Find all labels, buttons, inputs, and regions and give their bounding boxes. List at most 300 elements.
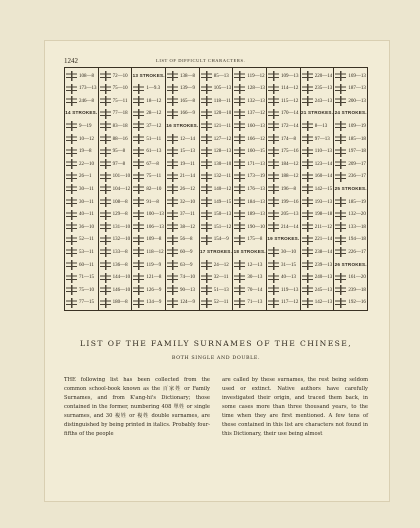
page-reference: 97—8 bbox=[112, 161, 126, 167]
page-reference: 83—18 bbox=[112, 123, 128, 129]
chinese-character-glyph bbox=[234, 71, 245, 81]
chinese-character-glyph bbox=[167, 159, 178, 169]
chinese-character-glyph bbox=[100, 197, 111, 207]
page-reference: 91—8 bbox=[146, 199, 159, 205]
chinese-character-glyph bbox=[167, 260, 178, 270]
page-reference: 63—9 bbox=[180, 262, 193, 268]
page-reference: 71—13 bbox=[247, 300, 263, 306]
page-reference: 173—13 bbox=[79, 86, 97, 92]
page-reference: 239—13 bbox=[314, 262, 333, 268]
page-reference: 150—13 bbox=[213, 212, 232, 218]
page-reference: 56—8 bbox=[180, 237, 193, 243]
page-reference: 77—18 bbox=[112, 111, 128, 117]
chinese-character-glyph bbox=[335, 222, 346, 232]
page-reference: 154—9 bbox=[213, 237, 229, 243]
page-reference: 97—13 bbox=[314, 136, 330, 142]
chinese-character-glyph bbox=[335, 147, 346, 157]
page-reference: 70—14 bbox=[247, 287, 263, 293]
page-reference: 166—12 bbox=[247, 136, 265, 142]
page-reference: 118—11 bbox=[213, 98, 231, 104]
chinese-character-glyph bbox=[302, 222, 313, 232]
chinese-character-glyph bbox=[167, 222, 178, 232]
page-reference: 149—15 bbox=[213, 199, 232, 205]
chinese-character-glyph bbox=[268, 210, 279, 220]
chinese-character-glyph bbox=[302, 96, 313, 106]
chinese-character-glyph bbox=[234, 121, 245, 131]
chinese-character-glyph bbox=[302, 273, 313, 283]
chinese-character-glyph bbox=[66, 71, 77, 81]
page-reference: 26—1 bbox=[79, 174, 92, 180]
page-reference: 109—8 bbox=[146, 237, 162, 243]
section-subtitle: BOTH SINGLE AND DOUBLE. bbox=[171, 356, 261, 361]
page-reference: 114—12 bbox=[281, 86, 299, 92]
page-reference: 19—8 bbox=[79, 149, 92, 155]
chinese-character-glyph bbox=[100, 247, 111, 257]
chinese-character-glyph bbox=[133, 159, 144, 169]
chinese-character-glyph bbox=[302, 159, 313, 169]
chinese-character-glyph bbox=[100, 210, 111, 220]
chinese-character-glyph bbox=[167, 298, 178, 308]
table-row bbox=[234, 296, 265, 310]
chinese-character-glyph bbox=[268, 273, 279, 283]
page-reference: 220—14 bbox=[314, 73, 333, 79]
table-column bbox=[132, 68, 166, 310]
page-reference: 139—9 bbox=[180, 86, 196, 92]
page-reference: 173—19 bbox=[247, 174, 265, 180]
page-reference: 121—8 bbox=[146, 275, 162, 281]
chinese-character-glyph bbox=[167, 96, 178, 106]
chinese-character-glyph bbox=[133, 172, 144, 182]
page-reference: 119—9 bbox=[146, 262, 162, 268]
page-reference: 151—12 bbox=[213, 224, 232, 230]
chinese-character-glyph bbox=[100, 134, 111, 144]
chinese-character-glyph bbox=[167, 109, 178, 119]
page-reference: 127—12 bbox=[213, 136, 232, 142]
chinese-character-glyph bbox=[302, 210, 313, 220]
chinese-character-glyph bbox=[335, 285, 346, 295]
page-reference: 132—20 bbox=[348, 212, 366, 218]
chinese-character-glyph bbox=[133, 298, 144, 308]
stroke-count-heading: 16 STROKES. bbox=[166, 122, 199, 128]
chinese-character-glyph bbox=[100, 222, 111, 232]
page-reference: 243—13 bbox=[314, 98, 333, 104]
page-reference: 193—13 bbox=[314, 199, 333, 205]
page-reference: 146—10 bbox=[112, 287, 131, 293]
page-reference: 180—8 bbox=[112, 300, 128, 306]
chinese-character-glyph bbox=[66, 247, 77, 257]
page-reference: 119—12 bbox=[247, 73, 265, 79]
page-reference: 142—13 bbox=[314, 300, 333, 306]
chinese-character-glyph bbox=[100, 96, 111, 106]
chinese-character-glyph bbox=[268, 172, 279, 182]
chinese-character-glyph bbox=[302, 285, 313, 295]
page-reference: 115—12 bbox=[281, 98, 299, 104]
chinese-character-glyph bbox=[100, 285, 111, 295]
page-reference: 52—11 bbox=[213, 300, 229, 306]
chinese-character-glyph bbox=[66, 147, 77, 157]
chinese-character-glyph bbox=[201, 84, 212, 94]
chinese-character-glyph bbox=[268, 121, 279, 131]
chinese-character-glyph bbox=[302, 235, 313, 245]
page-reference: 120—10 bbox=[213, 111, 232, 117]
chinese-character-glyph bbox=[234, 147, 245, 157]
page-reference: 12—14 bbox=[180, 136, 196, 142]
page-reference: 128—13 bbox=[247, 86, 265, 92]
chinese-character-glyph bbox=[335, 121, 346, 131]
page-reference: 185—18 bbox=[348, 136, 366, 142]
page-reference: 38—12 bbox=[180, 224, 196, 230]
chinese-character-glyph bbox=[66, 197, 77, 207]
chinese-character-glyph bbox=[335, 197, 346, 207]
page-reference: 109—13 bbox=[281, 73, 299, 79]
page-reference: 166—9 bbox=[180, 111, 196, 117]
chinese-character-glyph bbox=[167, 210, 178, 220]
page-reference: 30—11 bbox=[79, 199, 94, 205]
chinese-character-glyph bbox=[268, 298, 279, 308]
chinese-character-glyph bbox=[100, 109, 111, 119]
page-reference: 32—11 bbox=[213, 275, 229, 281]
chinese-character-glyph bbox=[268, 147, 279, 157]
chinese-character-glyph bbox=[167, 247, 178, 257]
chinese-character-glyph bbox=[133, 109, 144, 119]
page-reference: 130—10 bbox=[213, 161, 232, 167]
chinese-character-glyph bbox=[66, 184, 77, 194]
chinese-character-glyph bbox=[133, 222, 144, 232]
page-reference: 101—10 bbox=[112, 174, 131, 180]
chinese-character-glyph bbox=[234, 285, 245, 295]
page-reference: 106—13 bbox=[146, 224, 164, 230]
chinese-character-glyph bbox=[133, 273, 144, 283]
table-row bbox=[302, 296, 333, 310]
page-number: 1242 bbox=[64, 57, 78, 65]
page-reference: 133—8 bbox=[112, 249, 128, 255]
page-reference: 137—12 bbox=[247, 111, 265, 117]
page-reference: 82—10 bbox=[146, 186, 162, 192]
chinese-character-glyph bbox=[335, 71, 346, 81]
chinese-character-glyph bbox=[133, 210, 144, 220]
page-reference: 176—13 bbox=[247, 186, 265, 192]
page-reference: 134—9 bbox=[146, 300, 162, 306]
page-reference: 10—12 bbox=[79, 136, 94, 142]
page-reference: 24—12 bbox=[213, 262, 229, 268]
page-reference: 226—17 bbox=[348, 249, 366, 255]
page-reference: 240—13 bbox=[314, 275, 333, 281]
page-reference: 72—10 bbox=[112, 73, 128, 79]
chinese-character-glyph bbox=[100, 184, 111, 194]
chinese-character-glyph bbox=[66, 134, 77, 144]
chinese-character-glyph bbox=[268, 96, 279, 106]
page-reference: 246—8 bbox=[79, 98, 94, 104]
chinese-character-glyph bbox=[234, 172, 245, 182]
page-reference: 88—16 bbox=[112, 136, 128, 142]
chinese-character-glyph bbox=[133, 134, 144, 144]
stroke-count-heading: 18 STROKES. bbox=[233, 248, 266, 254]
chinese-character-glyph bbox=[100, 273, 111, 283]
page-reference: 18—12 bbox=[146, 98, 162, 104]
chinese-character-glyph bbox=[167, 285, 178, 295]
chinese-character-glyph bbox=[66, 172, 77, 182]
stroke-count-heading: 13 STROKES. bbox=[132, 72, 165, 78]
page-reference: 12—13 bbox=[247, 262, 263, 268]
table-row bbox=[167, 296, 198, 310]
page-reference: 138—8 bbox=[180, 73, 196, 79]
chinese-character-glyph bbox=[201, 273, 212, 283]
table-column bbox=[233, 68, 267, 310]
chinese-character-glyph bbox=[335, 210, 346, 220]
page-reference: 169—13 bbox=[348, 73, 366, 79]
page-reference: 140—12 bbox=[213, 186, 232, 192]
chinese-character-glyph bbox=[234, 298, 245, 308]
page-reference: 235—13 bbox=[314, 86, 333, 92]
page-reference: 40—13 bbox=[281, 275, 297, 281]
chinese-character-glyph bbox=[100, 147, 111, 157]
chinese-character-glyph bbox=[201, 197, 212, 207]
stroke-count-heading: 25 STROKES. bbox=[334, 185, 367, 191]
chinese-character-glyph bbox=[100, 71, 111, 81]
chinese-character-glyph bbox=[302, 71, 313, 81]
chinese-character-glyph bbox=[234, 96, 245, 106]
chinese-character-glyph bbox=[133, 147, 144, 157]
page-reference: 170—14 bbox=[281, 111, 299, 117]
stroke-count-heading: 14 STROKES. bbox=[65, 110, 98, 116]
chinese-character-glyph bbox=[167, 172, 178, 182]
page-reference: 189—13 bbox=[247, 212, 265, 218]
page-reference: 236—17 bbox=[348, 174, 366, 180]
page-reference: 105—13 bbox=[213, 86, 232, 92]
chinese-character-glyph bbox=[66, 285, 77, 295]
chinese-character-glyph bbox=[133, 260, 144, 270]
chinese-character-glyph bbox=[133, 96, 144, 106]
table-column bbox=[166, 68, 200, 310]
chinese-character-glyph bbox=[100, 172, 111, 182]
chinese-character-glyph bbox=[302, 197, 313, 207]
page-reference: 172—14 bbox=[281, 123, 299, 129]
chinese-character-glyph bbox=[268, 184, 279, 194]
page-reference: 221—14 bbox=[314, 237, 333, 243]
chinese-character-glyph bbox=[335, 159, 346, 169]
chinese-character-glyph bbox=[335, 84, 346, 94]
chinese-character-glyph bbox=[66, 260, 77, 270]
chinese-character-glyph bbox=[302, 147, 313, 157]
page-reference: 187—13 bbox=[348, 86, 366, 92]
chinese-character-glyph bbox=[268, 109, 279, 119]
table-row bbox=[268, 296, 299, 310]
page-reference: 132—11 bbox=[213, 174, 232, 180]
page-reference: 198—18 bbox=[314, 212, 333, 218]
chinese-character-glyph bbox=[66, 222, 77, 232]
table-row bbox=[66, 296, 97, 310]
chinese-character-glyph bbox=[100, 159, 111, 169]
chinese-character-glyph bbox=[234, 260, 245, 270]
chinese-character-glyph bbox=[234, 134, 245, 144]
chinese-character-glyph bbox=[201, 172, 212, 182]
page-reference: 100—13 bbox=[146, 212, 164, 218]
chinese-character-glyph bbox=[100, 121, 111, 131]
page-reference: 74—10 bbox=[180, 275, 196, 281]
chinese-character-glyph bbox=[100, 235, 111, 245]
page-reference: 95—8 bbox=[112, 149, 126, 155]
chinese-character-glyph bbox=[302, 134, 313, 144]
chinese-character-glyph bbox=[167, 134, 178, 144]
chinese-character-glyph bbox=[133, 247, 144, 257]
page-reference: 238—14 bbox=[314, 249, 333, 255]
page-reference: 160—13 bbox=[247, 123, 265, 129]
chinese-character-glyph bbox=[302, 121, 313, 131]
page-reference: 131—10 bbox=[112, 224, 131, 230]
chinese-character-glyph bbox=[302, 260, 313, 270]
page-reference: 104—12 bbox=[112, 186, 131, 192]
stroke-count-heading: 17 STROKES. bbox=[199, 248, 233, 254]
page-reference: 71—15 bbox=[79, 275, 94, 281]
page-reference: 108—8 bbox=[79, 73, 94, 79]
chinese-character-glyph bbox=[268, 260, 279, 270]
chinese-character-glyph bbox=[133, 197, 144, 207]
page-reference: 37—12 bbox=[146, 123, 162, 129]
page-reference: 144—10 bbox=[112, 275, 131, 281]
page-reference: 30—11 bbox=[79, 186, 94, 192]
page-reference: 77—15 bbox=[79, 300, 94, 306]
page-reference: 194—18 bbox=[348, 237, 366, 243]
stroke-count-heading: 26 STROKES. bbox=[334, 261, 367, 267]
page-reference: 190—10 bbox=[247, 224, 265, 230]
page-reference: 128—13 bbox=[213, 149, 232, 155]
page-reference: 21—14 bbox=[180, 174, 196, 180]
page-reference: 196—8 bbox=[281, 186, 297, 192]
page-reference: 75—10 bbox=[79, 287, 94, 293]
page-reference: 211—12 bbox=[314, 224, 333, 230]
chinese-character-glyph bbox=[100, 260, 111, 270]
page-reference: 129—8 bbox=[112, 212, 128, 218]
page-reference: 85—13 bbox=[213, 73, 229, 79]
chinese-character-glyph bbox=[201, 184, 212, 194]
page-reference: 52—11 bbox=[79, 237, 94, 243]
section-title: LIST OF THE FAMILY SURNAMES OF THE CHINESE, bbox=[79, 339, 353, 348]
table-column bbox=[301, 68, 335, 310]
chinese-character-glyph bbox=[201, 298, 212, 308]
page-reference: 117—12 bbox=[281, 300, 299, 306]
chinese-character-glyph bbox=[234, 273, 245, 283]
chinese-character-glyph bbox=[66, 235, 77, 245]
page-reference: 8—13 bbox=[314, 123, 328, 129]
page-reference: 30—13 bbox=[247, 275, 263, 281]
chinese-character-glyph bbox=[234, 84, 245, 94]
chinese-character-glyph bbox=[66, 210, 77, 220]
page-reference: 185—19 bbox=[348, 199, 366, 205]
table-column bbox=[99, 68, 133, 310]
chinese-character-glyph bbox=[335, 134, 346, 144]
page-reference: 205—13 bbox=[281, 212, 299, 218]
page-reference: 184—12 bbox=[281, 161, 299, 167]
chinese-character-glyph bbox=[268, 222, 279, 232]
table-row bbox=[201, 296, 232, 310]
page-reference: 160—14 bbox=[314, 174, 333, 180]
chinese-character-glyph bbox=[268, 285, 279, 295]
chinese-character-glyph bbox=[66, 84, 77, 94]
chinese-character-glyph bbox=[66, 273, 77, 283]
page-reference: 132—10 bbox=[112, 237, 131, 243]
chinese-character-glyph bbox=[234, 235, 245, 245]
page-reference: 19—11 bbox=[180, 161, 195, 167]
page-reference: 67—8 bbox=[146, 161, 159, 167]
chinese-character-glyph bbox=[302, 172, 313, 182]
chinese-character-glyph bbox=[302, 184, 313, 194]
chinese-character-glyph bbox=[201, 71, 212, 81]
chinese-character-glyph bbox=[133, 84, 144, 94]
page-reference: 192—16 bbox=[348, 300, 366, 306]
chinese-character-glyph bbox=[234, 222, 245, 232]
page-reference: 32—10 bbox=[180, 199, 196, 205]
chinese-character-glyph bbox=[201, 121, 212, 131]
chinese-character-glyph bbox=[133, 235, 144, 245]
page-reference: 165—8 bbox=[180, 98, 196, 104]
page-reference: 132—13 bbox=[247, 98, 265, 104]
page-reference: 15—13 bbox=[180, 149, 196, 155]
page-reference: 175—8 bbox=[247, 237, 263, 243]
page-reference: 108—8 bbox=[112, 199, 128, 205]
table-row bbox=[100, 296, 131, 310]
page-reference: 124—9 bbox=[180, 300, 196, 306]
body-column-left: THE following list has been collected from the common school-book known as the 百家姓 or Family Surnames, and from K'ang-hi's Dictionary; those contained in the former, numbering 408 單姓 or single surnames, and 30 複姓 or 複姓 double surnames, are distinguished by being printed in italics. Probably four-fifths of the people bbox=[64, 377, 210, 437]
page-reference: 75—11 bbox=[146, 174, 162, 180]
table-row bbox=[133, 296, 164, 310]
chinese-character-glyph bbox=[201, 96, 212, 106]
page-reference: 110—13 bbox=[314, 149, 333, 155]
page-reference: 37—11 bbox=[180, 212, 195, 218]
page-reference: 119—13 bbox=[281, 287, 299, 293]
chinese-character-glyph bbox=[234, 109, 245, 119]
page-reference: 75—11 bbox=[112, 98, 128, 104]
page-reference: 90—13 bbox=[180, 287, 196, 293]
chinese-character-glyph bbox=[201, 260, 212, 270]
chinese-character-glyph bbox=[268, 159, 279, 169]
chinese-character-glyph bbox=[335, 273, 346, 283]
chinese-character-glyph bbox=[201, 159, 212, 169]
chinese-character-glyph bbox=[167, 84, 178, 94]
page-reference: 245—13 bbox=[314, 287, 333, 293]
chinese-character-glyph bbox=[66, 121, 77, 131]
chinese-character-glyph bbox=[302, 84, 313, 94]
page-reference: 53—11 bbox=[79, 249, 94, 255]
page-reference: 209—17 bbox=[348, 161, 366, 167]
page-reference: 60—9 bbox=[180, 249, 193, 255]
table-column bbox=[334, 68, 367, 310]
chinese-character-glyph bbox=[133, 285, 144, 295]
page-reference: 31—15 bbox=[281, 262, 297, 268]
chinese-character-glyph bbox=[133, 121, 144, 131]
page-reference: 199—16 bbox=[281, 199, 299, 205]
page-reference: 51—13 bbox=[213, 287, 229, 293]
running-title: LIST OF DIFFICULT CHARACTERS. bbox=[156, 58, 246, 63]
chinese-character-glyph bbox=[268, 134, 279, 144]
page-reference: 188—12 bbox=[281, 174, 299, 180]
chinese-character-glyph bbox=[335, 247, 346, 257]
chinese-character-glyph bbox=[335, 96, 346, 106]
chinese-character-glyph bbox=[302, 298, 313, 308]
chinese-character-glyph bbox=[268, 247, 279, 257]
page-reference: 36—10 bbox=[79, 224, 94, 230]
chinese-character-glyph bbox=[66, 159, 77, 169]
chinese-character-glyph bbox=[66, 298, 77, 308]
chinese-character-glyph bbox=[234, 184, 245, 194]
chinese-character-glyph bbox=[167, 184, 178, 194]
chinese-character-glyph bbox=[133, 184, 144, 194]
table-column bbox=[65, 68, 99, 310]
chinese-character-glyph bbox=[268, 71, 279, 81]
table-column bbox=[200, 68, 234, 310]
page-reference: 126—9 bbox=[146, 287, 162, 293]
chinese-character-glyph bbox=[201, 147, 212, 157]
stroke-count-heading: 21 STROKES. bbox=[301, 110, 334, 116]
